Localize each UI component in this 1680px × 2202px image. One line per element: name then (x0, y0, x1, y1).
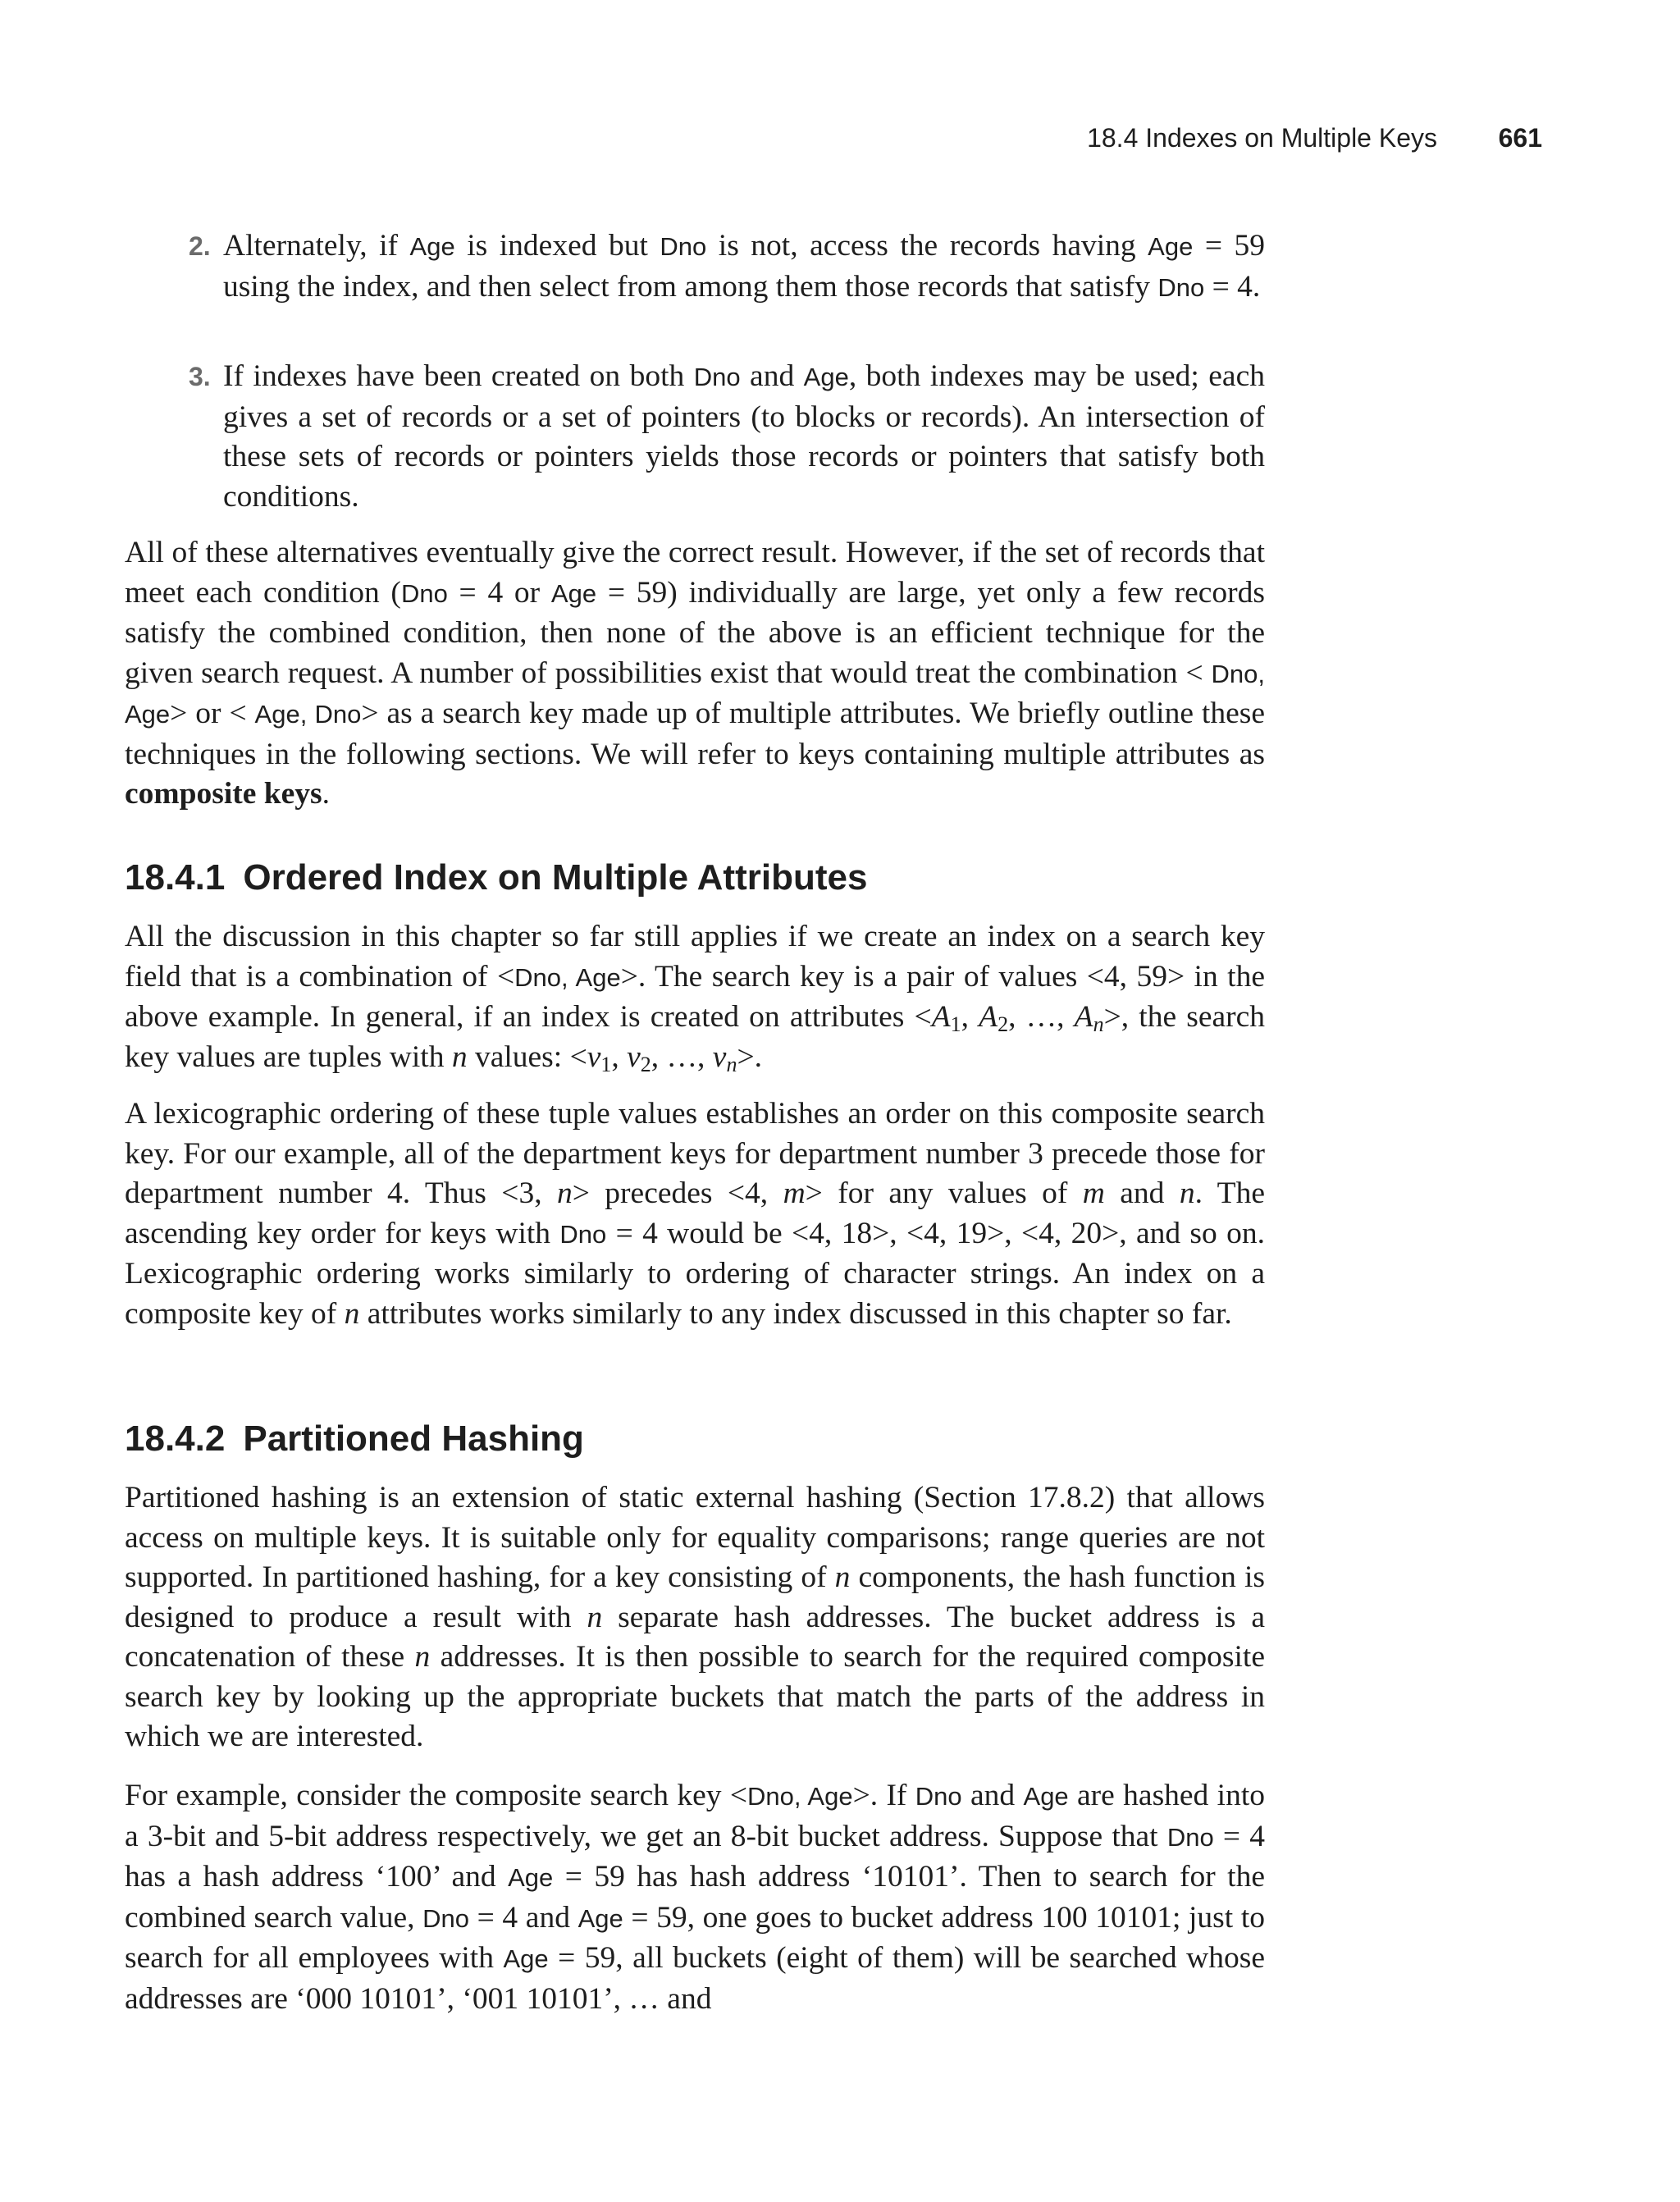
paragraph-example: For example, consider the composite search key <Dno, Age>. If Dno and Age are hashed into a 3-bit and 5-bit address respectively, we get an 8-bit bucket address. Suppose that Dno = 4 has a hash address ‘100’ and Age = 59 has hash address ‘10101’. Then to search for the combined search value, Dno = 4 and Age = 59, one goes to bucket address 100 10101; just to search for all employees with Age = 59, all buckets (eight of them) will be searched whose addresses are ‘000 10101’, ‘001 10101’, … and (125, 1779, 1266, 2016)
page-number: 661 (1498, 123, 1542, 153)
list-item-text: Alternately, if Age is indexed but Dno is not, access the records having Age = 59 using the index, and then select from among them those records that satisfy Dno = 4. (223, 229, 1265, 304)
list-item-2 (125, 226, 1265, 308)
section-heading-18-4-2: 18.4.2 Partitioned Hashing (125, 1419, 584, 1459)
paragraph-ordered-index: All the discussion in this chapter so far still applies if we create an index on a search key field that is a combination of <Dno, Age>. The search key is a pair of values <4, 59> in the above example. In general, if an index is created on attributes $<A_1$, $A_2$, …, $A_n>$, the search key values are tuples with n values: $<v_1$, $v_2$, …, $v_n>$. (125, 920, 1266, 1076)
term-composite-keys: composite keys (125, 777, 322, 811)
list-number: 2. (189, 231, 211, 261)
paragraph-partitioned-hashing: Partitioned hashing is an extension of static external hashing (Section 17.8.2) that allows access on multiple keys. It is suitable only for equality comparisons; range queries are not supported. In partitioned hashing, for a key consisting of n components, the hash function is designed to produce a result with n separate hash addresses. The bucket address is a concatenation of these n addresses. It is then possible to search for the required composite search key by looking up the appropriate buckets that match the parts of the address in which we are interested. (125, 1481, 1266, 1753)
running-head-title: 18.4 Indexes on Multiple Keys (1087, 123, 1437, 153)
paragraph-alternatives: All of these alternatives eventually give the correct result. However, if the set of records that meet each condition (Dno = 4 or Age = 59) individually are large, yet only a few records satisfy the combined condition, then none of the above is an efficient technique for the given search request. A number of possibilities exist that would treat the combination < Dno, Age> or < Age, Dno> as a search key made up of multiple attributes. We briefly outline these techniques in the following sections. We will refer to keys containing multiple attributes as composite keys. (125, 536, 1266, 811)
paragraph-lexicographic: A lexicographic ordering of these tuple values establishes an order on this composite search key. For our example, all of the department keys for department number 3 precede those for department number 4. Thus <3, n> precedes <4, m> for any values of m and n. The ascending key order for keys with Dno = 4 would be <4, 18>, <4, 19>, <4, 20>, and so on. Lexicographic ordering works similarly to ordering of character strings. An index on a composite key of n attributes works similarly to any index discussed in this chapter so far. (125, 1097, 1265, 1331)
list-item-3 (125, 357, 1265, 517)
list-item-text: If indexes have been created on both Dno and Age, both indexes may be used; each gives a set of records or a set of pointers (to blocks or records). An intersection of these sets of records or pointers yields those records or pointers that satisfy both conditions. (223, 359, 1265, 514)
list-number: 3. (189, 362, 211, 391)
running-head (902, 121, 1542, 154)
section-heading-18-4-1: 18.4.1 Ordered Index on Multiple Attributes (125, 857, 868, 898)
